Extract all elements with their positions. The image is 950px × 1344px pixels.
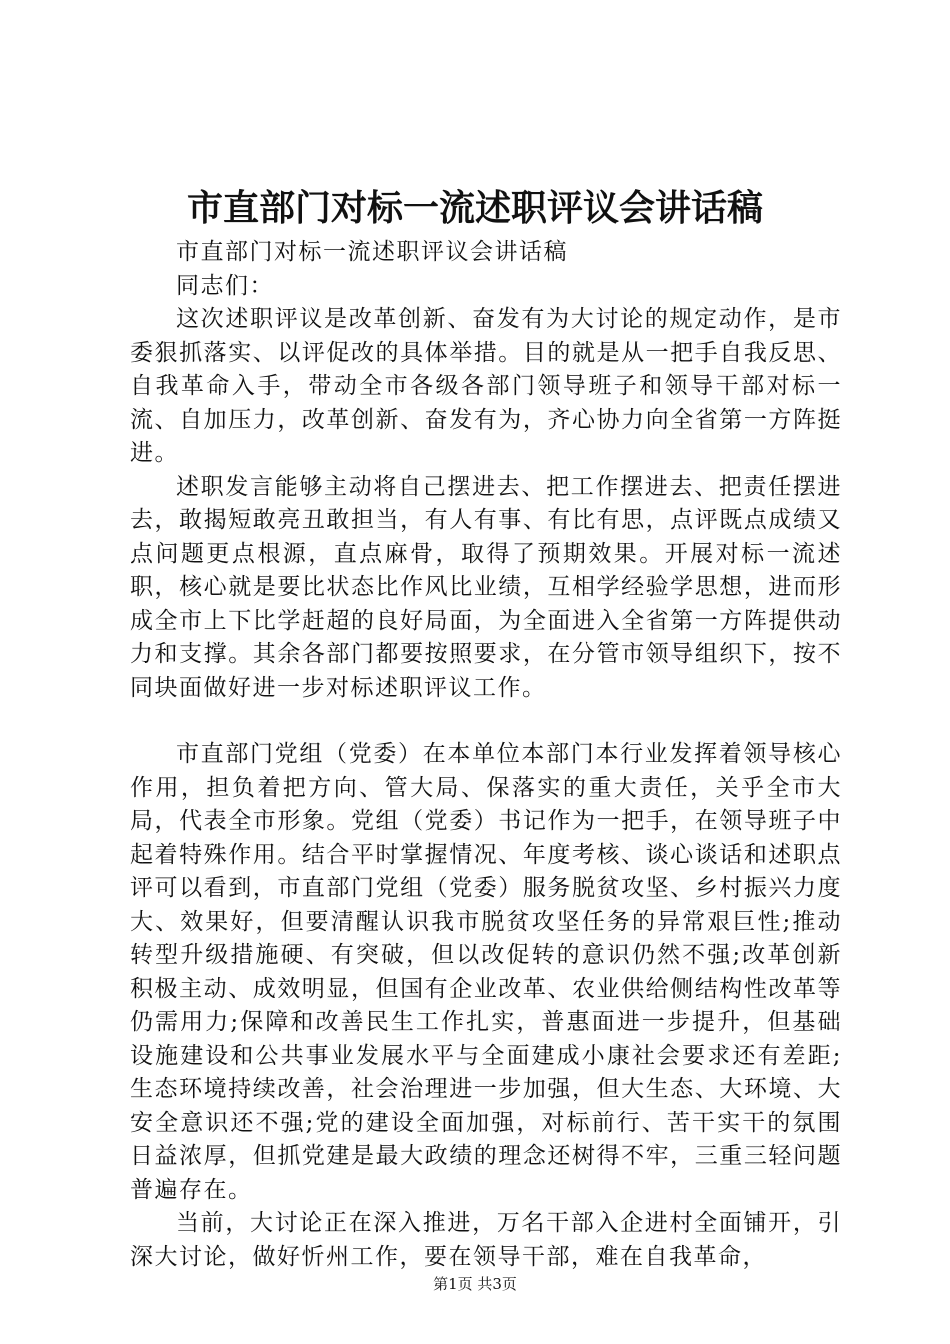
paragraph-salutation: 同志们： [176,272,274,299]
document-title: 市直部门对标一流述职评议会讲话稿 [186,187,763,229]
paragraph-subtitle: 市直部门对标一流述职评议会讲话稿 [176,239,568,265]
document-body [130,236,842,1274]
paragraph-2: 述职发言能够主动将自己摆进去、把工作摆进去、把责任摆进去，敢揭短敢亮丑敢担当，有人有事、有比有思，点评既点成绩又点问题更点根源，直点麻骨，取得了预期效果。开展对标一流述职，核心就是要比状态比作风比业绩，互相学经验学思想，进而形成全市上下比学赶超的良好局面，为全面进入全省第一方阵提供动力和支撑。其余各部门都要按照要求，在分管市领导组织下，按不同块面做好进一步对标述职评议工作。 [130,473,842,701]
paragraph-4: 当前，大讨论正在深入推进，万名干部入企进村全面铺开，引深大讨论，做好忻州工作，要在领导干部，难在自我革命， [130,1210,842,1270]
page-footer: 第1页 共3页 [433,1275,517,1293]
paragraph-3: 市直部门党组（党委）在本单位本部门本行业发挥着领导核心作用，担负着把方向、管大局、保落实的重大责任，关乎全市大局，代表全市形象。党组（党委）书记作为一把手，在领导班子中起着特殊作用。结合平时掌握情况、年度考核、谈心谈话和述职点评可以看到，市直部门党组（党委）服务脱贫攻坚、乡村振兴力度大、效果好，但要清醒认识我市脱贫攻坚任务的异常艰巨性;推动转型升级措施硬、有突破，但以改促转的意识仍然不强;改革创新积极主动、成效明显，但国有企业改革、农业供给侧结构性改革等仍需用力;保障和改善民生工作扎实，普惠面进一步提升，但基础设施建设和公共事业发展水平与全面建成小康社会要求还有差距;生态环境持续改善，社会治理进一步加强，但大生态、大环境、大安全意识还不强;党的建设全面加强，对标前行、苦干实干的氛围日益浓厚，但抓党建是最大政绩的理念还树得不牢，三重三轻问题普遍存在。 [130,741,842,1203]
paragraph-1: 这次述职评议是改革创新、奋发有为大讨论的规定动作，是市委狠抓落实、以评促改的具体举措。目的就是从一把手自我反思、自我革命入手，带动全市各级各部门领导班子和领导干部对标一流、自加压力，改革创新、奋发有为，齐心协力向全省第一方阵挺进。 [130,306,842,466]
